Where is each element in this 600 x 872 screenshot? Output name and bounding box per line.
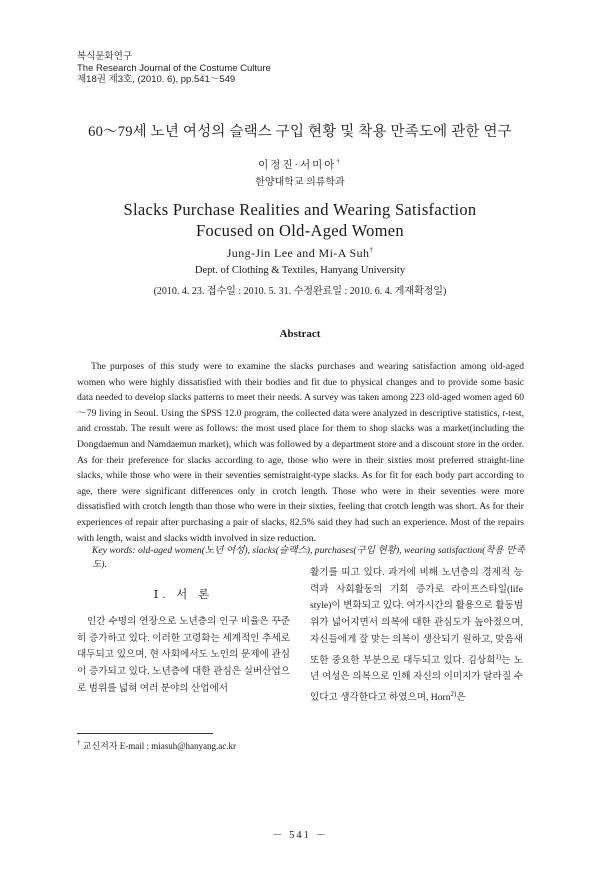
keywords: Key words: old-aged women(노년 여성), slacks(슬랙스), purchases(구입 현황), wearing satisfaction(착용 만족도). [92, 545, 525, 570]
submission-dates: (2010. 4. 23. 접수일 : 2010. 5. 31. 수정완료일 : 2010. 6. 4. 게재확정일) [153, 286, 447, 297]
journal-volume: 제18권 제3호, (2010. 6), pp.541～549 [77, 74, 236, 85]
authors-korean-names: 이정진·서미아 [258, 160, 337, 171]
journal-name-en: The Research Journal of the Costume Culture [77, 63, 271, 74]
right-text-1: 활기를 띠고 있다. 과거에 비해 노년층의 경제적 능력과 사회활동의 기회 증가로 라이프스타일(life style)이 변화되고 있다. 여가시간의 활용으로 활동범위가 넓어지면서 의복에 대한 관심도가 높아졌으며, 자신들에게 잘 맞는 의복이 생산되기 원하고, 맞음새 또한 중요한 부분으로 대두되고 있다. 김상희 [310, 567, 523, 666]
intro-left-column: 인간 수명의 연장으로 노년층의 인구 비율은 꾸준히 증가하고 있다. 이러한 고령화는 세계적인 추세로 대두되고 있으며, 현 사회에서도 노인의 문제에 관심이 증가되고 있다. 노년층에 대한 관심은 실버산업으로 범위를 넓혀 여러 분야의 산업에서 [77, 616, 290, 694]
abstract-body [77, 359, 524, 546]
footnote-mark: † [77, 739, 81, 747]
right-text-2: 는 노년 여성은 의복으로 인해 자신의 이미지가 달라질 수 있다고 생각한다고 하였으며, Horn [310, 654, 523, 704]
abstract-heading: Abstract [279, 328, 321, 340]
affiliation-english: Dept. of Clothing & Textiles, Hanyang University [194, 265, 406, 276]
citation-1: 1) [495, 652, 502, 661]
section-heading-introduction: Ⅰ. 서 론 [153, 589, 214, 601]
intro-right-column [310, 565, 523, 707]
corresponding-mark: † [336, 157, 342, 166]
title-korean: 60～79세 노년 여성의 슬랙스 구입 현황 및 착용 만족도에 관한 연구 [88, 124, 512, 140]
title-english-line2: Focused on Old-Aged Women [196, 221, 404, 240]
citation-2: 2) [450, 690, 457, 699]
footnote [77, 739, 236, 752]
journal-name-kr: 복식문화연구 [77, 51, 133, 62]
authors-english-names: Jung-Jin Lee and Mi-A Suh [226, 246, 370, 260]
corresponding-mark-en: † [369, 246, 374, 254]
abstract-ttest: t [502, 407, 506, 419]
authors-korean [0, 157, 600, 172]
page-number: － 541 － [272, 830, 328, 841]
affiliation-korean: 한양대학교 의류학과 [255, 177, 345, 188]
abstract-text-2: -test, and crosstab. The result were as follows: the most used place for them to shop slacks was a market(including the Dongdaemun and Namdaemun market), which was followed by a department store and a discount store in the order. As for their preference for slacks according to age, those who were in their sixties most preferred straight-line slacks, while those who were in their seventies semistraight-type slacks. As for fit for each body part according to age, there were significant differences only in crotch length. Those who were in their seventies were more dissatisfied with crotch length than those who were in their sixties, feeling that crotch length was short. As for their experiences of repair after purchasing a pair of slacks, 82.5% said they had such an experience. Most of the repairs with length, waist and slacks width involved in size reduction. [77, 407, 524, 544]
footnote-text: 교신저자 E-mail : miasuh@hanyang.ac.kr [80, 741, 237, 751]
footnote-divider [77, 733, 213, 734]
right-text-3: 은 [456, 692, 466, 704]
authors-english [0, 246, 600, 261]
abstract-text-1: The purposes of this study were to examine the slacks purchases and wearing satisfaction among old-aged women who were highly dissatisfied with their bodies and fit due to physical changes and to provide some basic data needed to develop slacks patterns to meet their needs. A survey was taken among 223 old-aged women aged 60～79 living in Seoul. Using the SPSS 12.0 program, the collected data were analyzed in descriptive statistics, [77, 361, 524, 419]
title-english [0, 199, 600, 241]
title-english-line1: Slacks Purchase Realities and Wearing Satisfaction [123, 200, 477, 219]
